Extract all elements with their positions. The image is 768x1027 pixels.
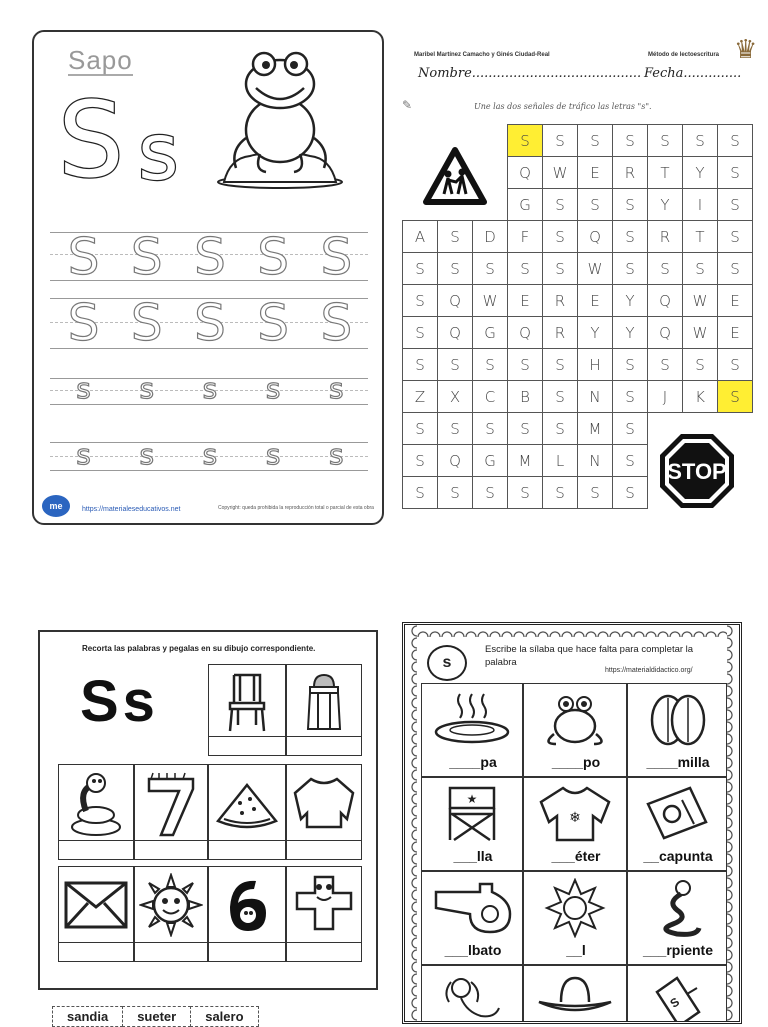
grid-cell: R: [543, 285, 578, 317]
grid-cell: S: [578, 477, 613, 509]
grid-cell: S: [613, 189, 648, 221]
trace-row-lower-1: s s s s s: [76, 372, 344, 405]
salt-shaker-cell: [286, 664, 362, 756]
salt-cell: [627, 965, 727, 1024]
seven-cell: [134, 764, 208, 860]
grid-cell: T: [683, 221, 718, 253]
frog-icon: [540, 690, 610, 748]
worksheet-instruction: Escribe la sílaba que hace falta para completar la palabra: [485, 644, 694, 668]
worksheet-instruction: Une las dos señales de tráfico las letras "s".: [474, 102, 652, 111]
grid-row: [403, 381, 753, 413]
snake-cell: [627, 871, 727, 965]
reader-figure-icon: ♛: [734, 34, 758, 64]
grid-cell: S: [648, 125, 683, 157]
grid-cell: R: [648, 221, 683, 253]
grid-cell: S: [543, 221, 578, 253]
materiales-educativos-logo: me: [42, 495, 70, 517]
grid-cell: S: [683, 125, 718, 157]
grid-cell: S: [543, 253, 578, 285]
grid-cell: S: [578, 125, 613, 157]
grid-cell: E: [718, 317, 753, 349]
stop-sign-icon: [658, 432, 736, 510]
grid-cell: R: [543, 317, 578, 349]
grid-cell: W: [473, 285, 508, 317]
scalloped-border-right: [727, 625, 739, 1021]
author-line: Maribel Martínez Camacho y Ginés Ciudad-Real: [414, 52, 550, 58]
grid-cell: F: [508, 221, 543, 253]
grid-cell: E: [508, 285, 543, 317]
number-six-icon: [222, 873, 272, 939]
frog-illustration-icon: [210, 38, 350, 190]
snake-icon: [647, 878, 707, 938]
syllable-word: ___éter: [551, 848, 601, 864]
grid-cell: Q: [648, 285, 683, 317]
grid-cell: S: [613, 413, 648, 445]
sun-cell: [523, 871, 627, 965]
grid-cell: S: [438, 349, 473, 381]
worksheet-instruction: Recorta las palabras y pegalas en su dibujo correspondiente.: [82, 644, 316, 653]
grid-cell: S: [683, 253, 718, 285]
grid-cell: S: [648, 253, 683, 285]
pencil-sharpener-icon: [642, 784, 712, 842]
grid-cell: S: [403, 349, 438, 381]
watermelon-icon: [214, 781, 280, 831]
school-crossing-sign-icon: [422, 146, 488, 206]
grid-cell: W: [578, 253, 613, 285]
grid-cell: S: [718, 349, 753, 381]
mermaid-cell: [421, 965, 523, 1024]
grid-cell: W: [683, 317, 718, 349]
sun-cell: [134, 866, 208, 962]
grid-cell: S: [403, 285, 438, 317]
plus-sign-cell: [286, 866, 362, 962]
grid-row: [403, 285, 753, 317]
soup-cell: [421, 683, 523, 777]
grid-cell: Q: [578, 221, 613, 253]
name-field-label: Nombre.........................................: [418, 66, 642, 81]
grid-cell: E: [578, 157, 613, 189]
hat-cell: [523, 965, 627, 1024]
grid-cell: S: [578, 189, 613, 221]
grid-cell: Q: [648, 317, 683, 349]
trace-row-upper-2: S S S S S: [67, 294, 353, 352]
grid-cell: S: [718, 189, 753, 221]
cutout-word[interactable]: sandia: [52, 1006, 123, 1027]
grid-cell: S: [543, 189, 578, 221]
scalloped-border-left: [405, 625, 417, 1021]
sweater-cell: [523, 777, 627, 871]
grid-cell: S: [718, 381, 753, 413]
syllable-word: __capunta: [643, 848, 713, 864]
seeds-icon: [642, 690, 712, 748]
grid-cell: S: [403, 477, 438, 509]
sweater-icon: [537, 784, 613, 842]
grid-cell: E: [578, 285, 613, 317]
chair-cell: [421, 777, 523, 871]
traffic-sign-letter-grid-worksheet: [400, 34, 756, 524]
grid-row: [403, 221, 753, 253]
grid-cell: W: [683, 285, 718, 317]
grid-cell: S: [403, 445, 438, 477]
sapo-tracing-worksheet: [32, 30, 384, 525]
grid-cell: L: [543, 445, 578, 477]
grid-cell: S: [613, 349, 648, 381]
cutout-word[interactable]: sueter: [122, 1006, 191, 1027]
syllable-word: ____po: [551, 754, 601, 770]
grid-row: [403, 253, 753, 285]
sun-icon: [139, 873, 203, 937]
grid-cell: S: [508, 125, 543, 157]
grid-cell: T: [648, 157, 683, 189]
grid-cell: Y: [578, 317, 613, 349]
number-seven-icon: [143, 771, 199, 839]
grid-cell: I: [683, 189, 718, 221]
grid-cell: S: [718, 125, 753, 157]
whistle-cell: [421, 871, 523, 965]
grid-cell: S: [683, 349, 718, 381]
pencil-icon: ✎: [402, 98, 413, 112]
scalloped-border-top: [405, 625, 739, 637]
big-dotted-upper-s: S: [58, 79, 125, 201]
grid-cell: S: [473, 253, 508, 285]
date-field-label: Fecha..............: [644, 66, 742, 81]
grid-cell: N: [578, 381, 613, 413]
grid-cell: S: [613, 445, 648, 477]
grid-cell: H: [578, 349, 613, 381]
big-dotted-lower-s: s: [138, 108, 179, 198]
grid-cell: W: [543, 157, 578, 189]
syllable-word: ___lla: [453, 848, 493, 864]
grid-cell: S: [473, 477, 508, 509]
grid-cell: Z: [403, 381, 438, 413]
grid-cell: S: [438, 477, 473, 509]
mermaid-icon: [437, 972, 507, 1024]
grid-row: [403, 349, 753, 381]
grid-cell: S: [613, 125, 648, 157]
letter-heading: Ss: [80, 669, 159, 734]
grid-cell: X: [438, 381, 473, 413]
snake-icon: [68, 771, 124, 837]
grid-cell: S: [508, 253, 543, 285]
directors-chair-icon: [442, 784, 502, 842]
grid-cell: G: [473, 317, 508, 349]
grid-cell: M: [578, 413, 613, 445]
grid-cell: S: [438, 221, 473, 253]
grid-cell: J: [648, 381, 683, 413]
grid-cell: S: [508, 413, 543, 445]
letter-badge: s: [427, 645, 467, 681]
grid-cell: S: [543, 125, 578, 157]
grid-cell: G: [473, 445, 508, 477]
svg-text:❄: ❄: [569, 809, 581, 825]
grid-cell: S: [438, 253, 473, 285]
grid-cell: Y: [613, 317, 648, 349]
grid-cell: S: [543, 349, 578, 381]
grid-cell: S: [473, 349, 508, 381]
stop-sign-label: STOP: [667, 459, 727, 484]
copyright-note: Copyright: queda prohibida la reproducción total o parcial de esta obra: [218, 505, 374, 511]
svg-text:S: S: [667, 994, 683, 1011]
grid-cell: A: [403, 221, 438, 253]
grid-cell: S: [473, 413, 508, 445]
trace-row-upper-1: S S S S S: [67, 228, 353, 286]
grid-cell: S: [438, 413, 473, 445]
grid-cell: S: [718, 221, 753, 253]
trace-row-lower-2: s s s s s: [76, 438, 344, 471]
svg-text:★: ★: [466, 792, 478, 806]
envelope-icon: [64, 881, 128, 929]
watermelon-cell: [208, 764, 286, 860]
grid-cell: N: [578, 445, 613, 477]
grid-cell: Y: [648, 189, 683, 221]
grid-cell: S: [613, 253, 648, 285]
grid-cell: E: [718, 285, 753, 317]
sun-icon: [544, 878, 606, 938]
grid-cell: Q: [438, 445, 473, 477]
grid-cell: S: [613, 477, 648, 509]
grid-cell: S: [613, 381, 648, 413]
six-cell: [208, 866, 286, 962]
source-link[interactable]: https://materialeseducativos.net: [82, 506, 181, 513]
grid-row: [403, 317, 753, 349]
syllable-word: ____pa: [449, 754, 497, 770]
grid-cell: R: [613, 157, 648, 189]
grid-cell: B: [508, 381, 543, 413]
grid-cell: G: [508, 189, 543, 221]
grid-cell: Q: [508, 317, 543, 349]
missing-syllable-worksheet: [402, 622, 742, 1024]
grid-cell: S: [718, 253, 753, 285]
chair-cell: [208, 664, 286, 756]
grid-cell: S: [403, 253, 438, 285]
grid-cell: S: [648, 349, 683, 381]
worksheet-title: Sapo: [68, 45, 133, 75]
grid-cell: D: [473, 221, 508, 253]
grid-cell: S: [508, 477, 543, 509]
whistle-icon: [430, 878, 514, 936]
grid-cell: Q: [438, 317, 473, 349]
grid-cell: M: [508, 445, 543, 477]
syllable-word: __l: [566, 942, 586, 958]
grid-cell: S: [718, 157, 753, 189]
grid-cell: S: [543, 477, 578, 509]
source-link[interactable]: https://materialdidactico.org/: [605, 667, 693, 674]
salt-shaker-icon: [304, 671, 344, 733]
cutout-word[interactable]: salero: [190, 1006, 258, 1027]
grid-cell: S: [543, 381, 578, 413]
sweater-icon: [291, 775, 357, 831]
grid-cell: S: [508, 349, 543, 381]
frog-cell: [523, 683, 627, 777]
grid-cell: S: [613, 221, 648, 253]
syllable-word: ____milla: [646, 754, 710, 770]
plus-sign-icon: [291, 873, 357, 933]
grid-cell: S: [403, 317, 438, 349]
cowboy-hat-icon: [535, 972, 615, 1022]
method-line: Método de lectoescritura: [648, 52, 720, 58]
grid-cell: S: [543, 413, 578, 445]
grid-cell: K: [683, 381, 718, 413]
grid-cell: C: [473, 381, 508, 413]
syllable-word: ___rpiente: [642, 942, 714, 958]
grid-cell: Y: [683, 157, 718, 189]
sweater-cell: [286, 764, 362, 860]
grid-cell: Q: [438, 285, 473, 317]
grid-cell: S: [403, 413, 438, 445]
snake-cell: [58, 764, 134, 860]
cut-and-paste-worksheet: [38, 630, 378, 990]
syllable-word: ___lbato: [444, 942, 502, 958]
soup-bowl-icon: [432, 690, 512, 746]
seeds-cell: [627, 683, 727, 777]
envelope-cell: [58, 866, 134, 962]
grid-cell: Q: [508, 157, 543, 189]
grid-cell: Y: [613, 285, 648, 317]
salt-shaker-icon: [647, 972, 707, 1024]
chair-icon: [224, 671, 270, 733]
sharpener-cell: [627, 777, 727, 871]
